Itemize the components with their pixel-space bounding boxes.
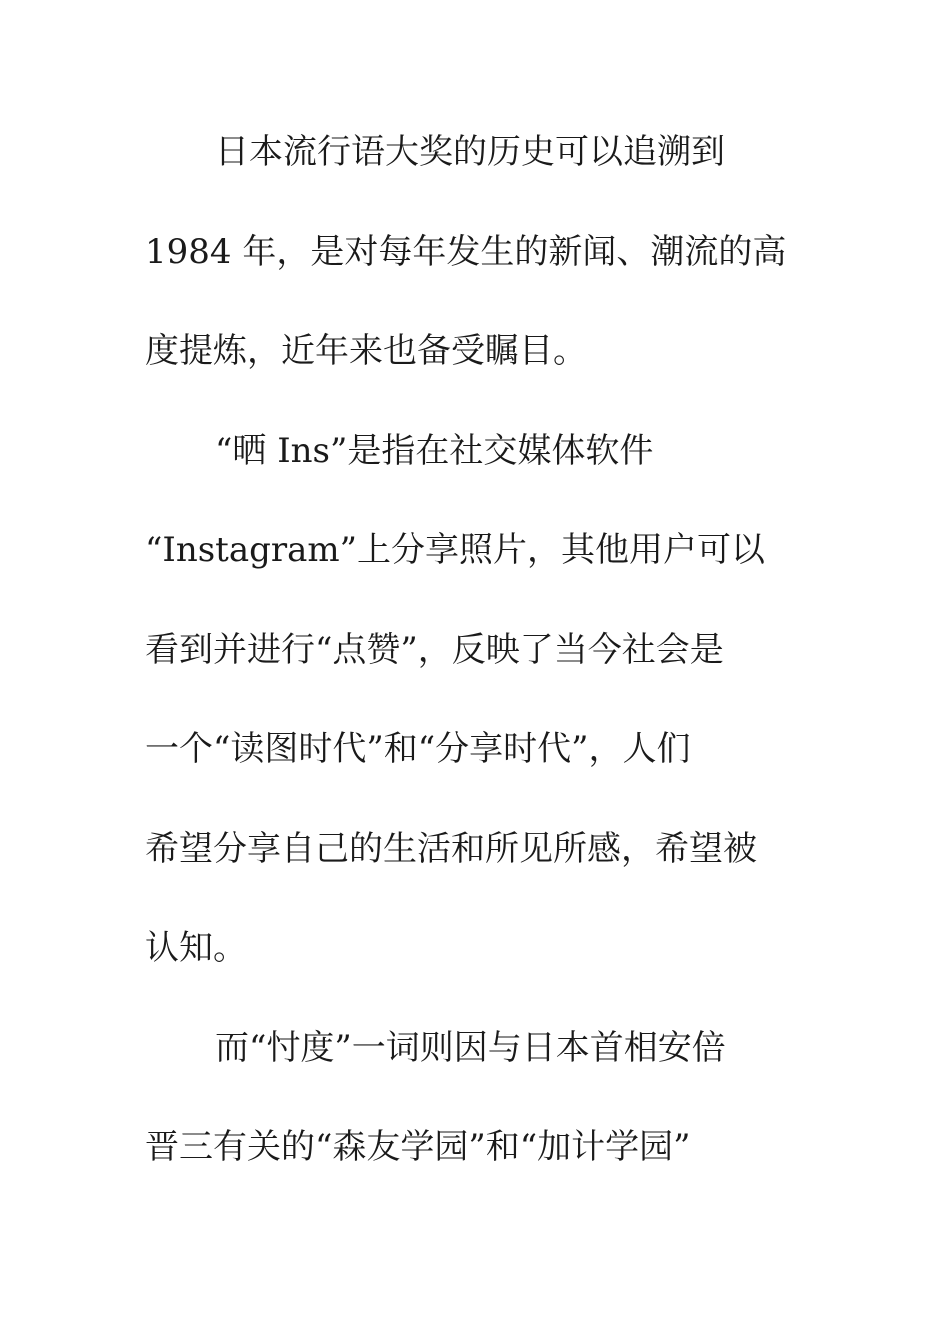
paragraph-2-line-1: “晒 Ins”是指在社交媒体软件 [215,431,654,471]
paragraph-3-line-2: 晋三有关的“森友学园”和“加计学园” [145,1127,691,1167]
paragraph-2-line-2: “Instagram”上分享照片，其他用户可以 [145,530,766,570]
paragraph-1-line-3: 度提炼，近年来也备受瞩目。 [145,331,587,371]
paragraph-1-line-1: 日本流行语大奖的历史可以追溯到 [215,132,725,172]
paragraph-3-line-1: 而“忖度”一词则因与日本首相安倍 [215,1028,726,1068]
paragraph-2-line-4: 一个“读图时代”和“分享时代”，人们 [145,729,691,769]
paragraph-1-line-2: 1984 年，是对每年发生的新闻、潮流的高 [145,232,787,272]
paragraph-2-line-5: 希望分享自己的生活和所见所感，希望被 [145,829,757,869]
paragraph-2-line-6: 认知。 [145,928,247,968]
paragraph-2-line-3: 看到并进行“点赞”，反映了当今社会是 [145,630,724,670]
